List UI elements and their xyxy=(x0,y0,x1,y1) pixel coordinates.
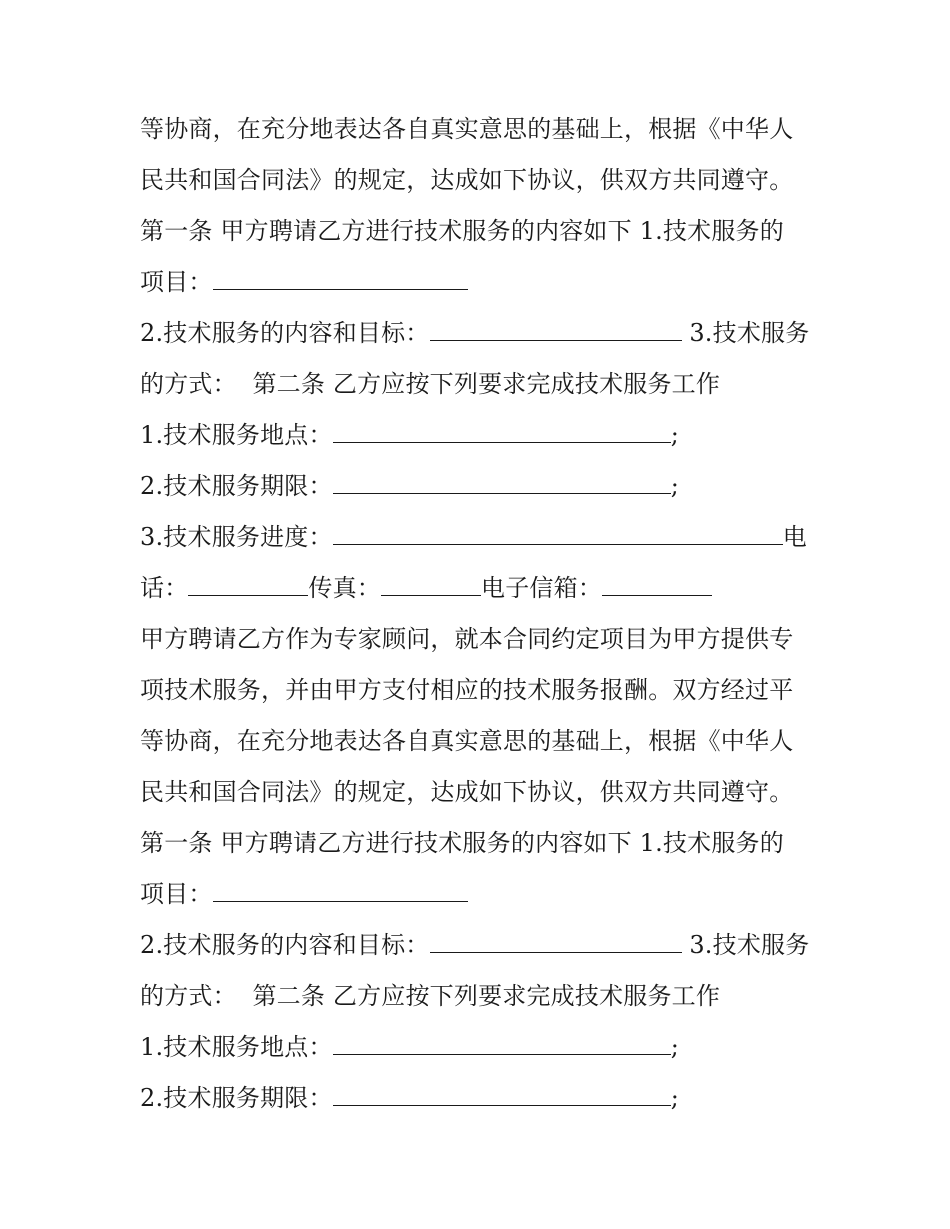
text-segment: 项目： xyxy=(140,880,213,908)
text-segment: 甲方聘请乙方作为专家顾问，就本合同约定项目为甲方提供专 xyxy=(140,625,794,653)
text-segment: 第一条 甲方聘请乙方进行技术服务的内容如下 1.技术服务的 xyxy=(140,217,784,245)
fill-in-blank xyxy=(333,1032,671,1055)
fill-in-blank xyxy=(333,420,671,443)
fill-in-blank xyxy=(213,267,468,290)
fill-in-blank xyxy=(333,1083,671,1106)
text-segment: ; xyxy=(670,1033,679,1061)
text-segment: 民共和国合同法》的规定，达成如下协议，供双方共同遵守。 xyxy=(140,166,794,194)
text-line xyxy=(140,114,793,144)
text-segment: 1.技术服务地点： xyxy=(140,1033,333,1061)
text-line xyxy=(140,624,793,654)
text-segment: 传真： xyxy=(308,574,382,602)
text-line xyxy=(140,471,679,501)
text-segment: 的方式： 第二条 乙方应按下列要求完成技术服务工作 xyxy=(140,370,721,398)
text-line xyxy=(140,369,720,399)
text-segment: 2.技术服务期限： xyxy=(140,1084,333,1112)
text-segment: 话： xyxy=(140,574,189,602)
text-segment: ; xyxy=(670,472,679,500)
text-segment: 3.技术服务进度： xyxy=(140,523,333,551)
text-line xyxy=(140,777,793,807)
text-segment: 电子信箱： xyxy=(481,574,603,602)
text-segment: ; xyxy=(670,421,679,449)
fill-in-blank xyxy=(333,471,671,494)
text-segment: 的方式： 第二条 乙方应按下列要求完成技术服务工作 xyxy=(140,982,721,1010)
fill-in-blank xyxy=(430,318,682,341)
fill-in-blank xyxy=(430,930,682,953)
fill-in-blank xyxy=(381,573,481,596)
text-line xyxy=(140,165,793,195)
text-line xyxy=(140,1032,679,1062)
text-segment: 3.技术服务 xyxy=(681,319,810,347)
text-segment: 民共和国合同法》的规定，达成如下协议，供双方共同遵守。 xyxy=(140,778,794,806)
text-line xyxy=(140,828,784,858)
text-segment: 第一条 甲方聘请乙方进行技术服务的内容如下 1.技术服务的 xyxy=(140,829,784,857)
text-line xyxy=(140,573,712,603)
text-segment: 3.技术服务 xyxy=(681,931,810,959)
text-segment: 电 xyxy=(782,523,807,551)
text-line xyxy=(140,318,809,348)
text-segment: 等协商，在充分地表达各自真实意思的基础上，根据《中华人 xyxy=(140,115,794,143)
fill-in-blank xyxy=(213,879,468,902)
text-line xyxy=(140,981,720,1011)
text-segment: 2.技术服务的内容和目标： xyxy=(140,931,430,959)
text-line xyxy=(140,267,468,297)
text-line xyxy=(140,726,793,756)
text-segment: 项技术服务，并由甲方支付相应的技术服务报酬。双方经过平 xyxy=(140,676,794,704)
text-segment: 2.技术服务的内容和目标： xyxy=(140,319,430,347)
text-line xyxy=(140,1083,679,1113)
fill-in-blank xyxy=(602,573,712,596)
text-segment: 2.技术服务期限： xyxy=(140,472,333,500)
text-line xyxy=(140,879,468,909)
fill-in-blank xyxy=(188,573,308,596)
text-segment: 1.技术服务地点： xyxy=(140,421,333,449)
text-segment: ; xyxy=(670,1084,679,1112)
text-line xyxy=(140,216,784,246)
text-segment: 项目： xyxy=(140,268,213,296)
text-line xyxy=(140,930,809,960)
text-segment: 等协商，在充分地表达各自真实意思的基础上，根据《中华人 xyxy=(140,727,794,755)
text-line xyxy=(140,675,793,705)
text-line xyxy=(140,420,679,450)
text-line xyxy=(140,522,807,552)
fill-in-blank xyxy=(333,522,783,545)
